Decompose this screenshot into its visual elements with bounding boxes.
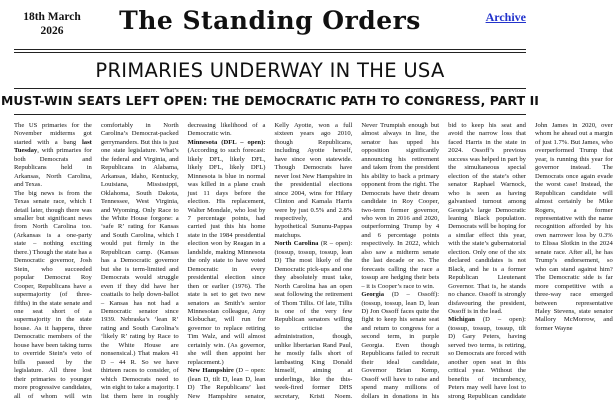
article-body — [14, 122, 613, 405]
article-paragraph — [14, 122, 92, 190]
article-paragraph — [188, 139, 266, 367]
paragraph-text: (R – open): (tossup, tossup, tossup, lean D) The most likely of the Democratic pick-ups and one they absolutely must take, North Carolina has an open seat following the retirement of Thom Tillis. Of late, Tillis is one of the very few Republican senators willing to criticise the administration, though, unlike libertarian Rand Paul, he mostly falls short of lambasting King Donald himself, aiming at underlings, like the this-week-fired former DHS secretary, Kristi Noem. Never Trumpish enough but almost always in line, the senator has upped his opposition significantly announcing his retirement and taken from the president his ability to back a primary opponent from the right. The Democrats have their dream candidate in Roy Cooper, two-term former governor, who won in 2016 and 2020, outperforming Trump by 4 and 6 percentage points respectively. In 2022, which also saw a midterm senate the last decade or so. The forecasts calling the race a tossup are hedging their bets – it is Cooper’s race to win. — [274, 122, 440, 400]
paragraph-text: (D – open): (tossup, tossup, tossup, tilt D) Gary Peters, having served two terms, is retiring, so Democrats are forced with another open seat in this critical year. Without the benefits of incumbency, Peters may well have lost to strong Republican candidate John James in 2020, over whom he ahead out a margin of just 1.7%. But James, who overperformed Trump that year, is running this year for governor instead. The Democrats once again evade the worst case! Instead, the Republican candidate will almost certainly be Mike Rogers, a former representative with the name recognition afforded by his own narrower loss by 0.3% to Elissa Slotkin in the 2024 senate race. After all, he has Trump’s endorsement, so who can stand against him? The Democratic side is far more competitive with a three-way race emerged between representative Haley Stevens, state senator Mallory McMorrow, and former Wayne — [448, 122, 613, 400]
article-headline: PRIMARIES UNDERWAY IN THE USA — [95, 59, 445, 82]
paragraph-text: (According to such forecast: likely DFL, likely DFL, likely DFL, likely DFL) Minnesota is blue in normal was killed in a plane crash just 11 days before the election. His replacement, Walter Mondale, who lost by 7 percentage points, had carried just this his home state in the 1984 presidential election won by Reagan in a landslide, making Minnesota the only state to have voted Democratic in every presidential election since then or earlier (1976). The state is set to get two new senators as Smith’s senior Minnesotan colleague, Amy Klobuchar, will run for governor to replace retiring Tim Walz, and will almost certainly win. (As governor, she will then appoint her replacement.) — [187, 147, 266, 366]
paragraph-lead: New Hampshire — [187, 367, 234, 375]
article-subheadline: MUST-WIN SEATS LEFT OPEN: THE DEMOCRATIC PATH TO CONGRESS, PART II — [0, 93, 540, 108]
masthead — [0, 0, 540, 48]
issue-date: 18th March 2026 — [23, 11, 81, 37]
paragraph-text: , with primaries for both Democrats and Republicans held in Arkansas, North Carolina, and Texas. — [14, 147, 92, 189]
masthead-rule-top — [14, 49, 526, 50]
paragraph-lead: Michigan — [448, 316, 475, 324]
paragraph-lead: Georgia — [361, 291, 385, 299]
paragraph-text: (D – open: (lean D, tilt D, lean D, lean D) The Republicans’ last New Hampshire senator, Kelly Ayotte, won a full sixteen years ago 2010, though Republicans, including Ayotte herself, have since won statewide. Though Democrats have never lost New Hampshire in the presidential elections since 2004, wins for Hilary Clinton and Kamala Harris were by just 0.5% and 2.8% respectively, and hypothetical Sununu-Pappas matchups. — [187, 122, 353, 400]
paragraph-text: (D – Ossoff): (tossup, tossup, lean D, lean D) Jon Ossoff faces quite the fight to keep his senate seat and return to congress for a second term, in purple Georgia. Even though Republicans failed to recruit their ideal candidate, Governor Brian Kemp, Ossoff will have to raise and spend many millions of dollars in donations in his bid to keep his seat and avoid the narrow loss that faced Harris in the state in 2024. Ossoff’s previous success was helped in part by the simultaneous special election of the state’s other senator Raphael Warnock, who is seen as having galvanised turnout among Georgia’s large Democratic leaning Black population. Democrats will be hoping for a similar effect this year, with the state’s gubernatorial election. Only one of the six declared candidates is not Black, and he is a former Republican Lieutenant Governor. That is, he stands no chance. Ossoff is strongly disfavouring the president, Ossoff is in the lead. — [361, 122, 526, 400]
headline-rule — [14, 88, 526, 89]
subheadline-rule — [14, 114, 526, 115]
paragraph-text: The US primaries for the November midterms got started with a bang — [14, 122, 92, 146]
paragraph-lead: last Tuesday — [14, 138, 92, 155]
archive-link[interactable]: Archive — [485, 10, 526, 24]
paragraph-lead: Minnesota (DFL – open): — [187, 138, 266, 146]
masthead-rule-bottom — [14, 52, 526, 53]
paragraph-lead: North Carolina — [274, 240, 319, 248]
newspaper-nameplate: The Standing Orders — [119, 6, 421, 35]
paragraph-text: The big news is from the Texas senate race, which I detail later, though there was smaller but significant news from North Carolina too. (Arkansas is a one-party state – nothing exciting there.) Though the state has a Democratic governor, Josh Stein, who succeeded popular Democrat Roy Cooper, Republicans have a supermajority (of three-fifths) in the state senate and one seat short of a supermajority in the state house. As it happens, three Democratic members of the house have been taking turns to override Stein’s veto of bills passed by the legislature. All three lost their primaries to younger more progressive candidates, all of whom will win comfortably in North Carolina’s Democrat-packed gerrymanders. But this is just one state legislature. What’s the federal and Virginia, and Republicans in Alabama, Arkansas, Idaho, Kentucky, Louisiana, Mississippi, Oklahoma, South Dakota, Tennessee, West Virginia, and Wyoming. Only Race to the White House forgone: a ‘safe R’ rating for Kansas and South Carolina, which I would put firmly in the Republican camp. (Kansas has a Democratic governor but she is term-limited and Democrats would struggle even if they did have her coattails to help down-ballot – Kansas has not had a Democratic senator since 1939. Nebraska’s ‘lean R’ rating and South Carolina’s ‘likely R’ rating by Race to the White House are nonsensical.) That makes 41 D – 44 R. So we have thirteen races to consider, of which Democrats need to win eight to take a majority. I list them here in roughly decreasing likelihood of a Democratic win. — [14, 122, 266, 400]
